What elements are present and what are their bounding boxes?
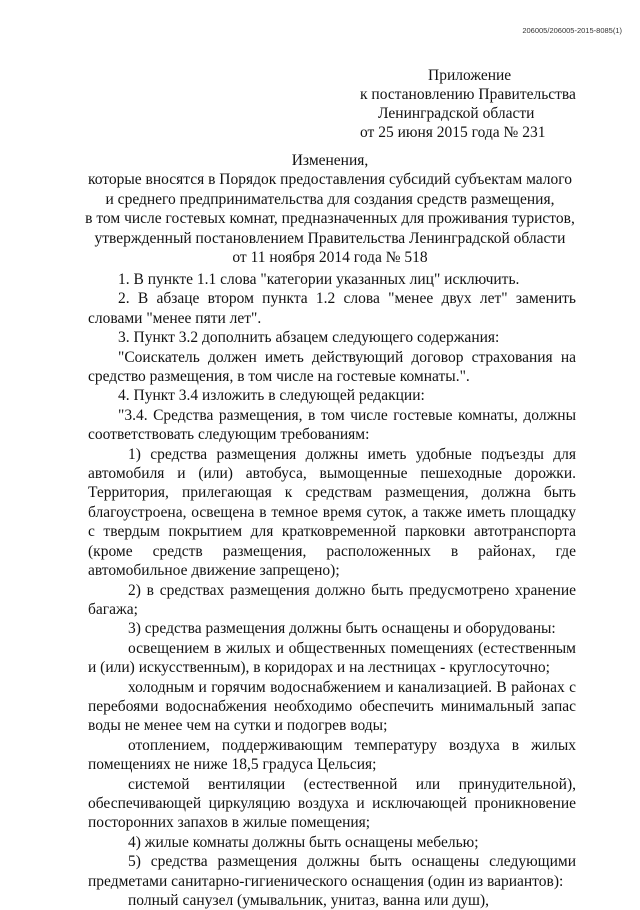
paragraph-8: 2) в средствах размещения должно быть предусмотрено хранение багажа;: [88, 581, 576, 618]
title-line-1: Изменения,: [291, 152, 369, 169]
paragraph-1: 1. В пункте 1.1 слова "категории указанных лиц" исключить.: [118, 271, 520, 288]
appendix-line-3: Ленинградской области: [378, 105, 535, 122]
paragraph-2: 2. В абзаце втором пункта 1.2 слова "менее двух лет" заменить словами "менее пяти лет".: [88, 290, 576, 327]
paragraph-6: "3.4. Средства размещения, в том числе гостевые комнаты, должны соответствовать следующим требованиям:: [88, 406, 576, 444]
paragraph-5: 4. Пункт 3.4 изложить в следующей редакции:: [118, 387, 425, 405]
paragraph-4: "Соискатель должен иметь действующий договор страхования на средство размещения, в том числе на гостевые комнаты.".: [88, 348, 576, 386]
document-title: [70, 151, 590, 267]
paragraph-10: освещением в жилых и общественных помещениях (естественным и (или) искусственным), в коридорах и на лестницах - круглосуточно;: [88, 639, 576, 677]
appendix-line-4: от 25 июня 2015 года № 231: [360, 124, 546, 141]
document-body: [88, 270, 576, 910]
appendix-line-1: Приложение: [428, 67, 512, 84]
paragraph-7: 1) средства размещения должны иметь удобные подъезды для автомобиля и (или) автобуса, вымощенные пешеходные дорожки. Территория, прилегающая к средствам размещения, должна быть благоустроена, освещена в темное время суток, а также иметь площадку с твердым покрытием для кратковременной парковки автотранспорта (кроме средств размещения, расположенных в районах, где автомобильное движение запрещено);: [88, 445, 576, 580]
document-code: 206005/206005-2015-8085(1): [522, 26, 622, 35]
paragraph-16: полный санузел (умывальник, унитаз, ванна или душ),: [128, 892, 489, 909]
paragraph-11: холодным и горячим водоснабжением и канализацией. В районах с перебоями водоснабжения необходимо обеспечить минимальный запас воды не менее чем на сутки и подогрев воды;: [88, 678, 576, 735]
paragraph-14: 4) жилые комнаты должны быть оснащены мебелью;: [128, 833, 479, 851]
title-line-4: в том числе гостевых комнат, предназначенных для проживания туристов,: [85, 210, 575, 228]
title-line-2: которые вносятся в Порядок предоставления субсидий субъектам малого: [87, 171, 572, 189]
paragraph-9: 3) средства размещения должны быть оснащены и оборудованы:: [128, 620, 556, 638]
title-line-6: от 11 ноября 2014 года № 518: [232, 249, 428, 267]
paragraph-12: отоплением, поддерживающим температуру воздуха в жилых помещениях не ниже 18,5 градуса Цельсия;: [88, 736, 576, 774]
title-line-3: и среднего предпринимательства для создания средств размещения,: [105, 190, 555, 208]
appendix-line-2: к постановлению Правительства: [360, 86, 576, 103]
paragraph-13: системой вентиляции (естественной или принудительной), обеспечивающей циркуляцию воздуха и исключающей проникновение посторонних запахов в жилые помещения;: [88, 775, 576, 832]
title-line-5: утвержденный постановлением Правительства Ленинградской области: [94, 229, 566, 247]
paragraph-3: 3. Пункт 3.2 дополнить абзацем следующего содержания:: [118, 329, 500, 347]
paragraph-15: 5) средства размещения должны быть оснащены следующими предметами санитарно-гигиенического оснащения (один из вариантов):: [88, 853, 576, 890]
appendix-header: [360, 66, 620, 142]
